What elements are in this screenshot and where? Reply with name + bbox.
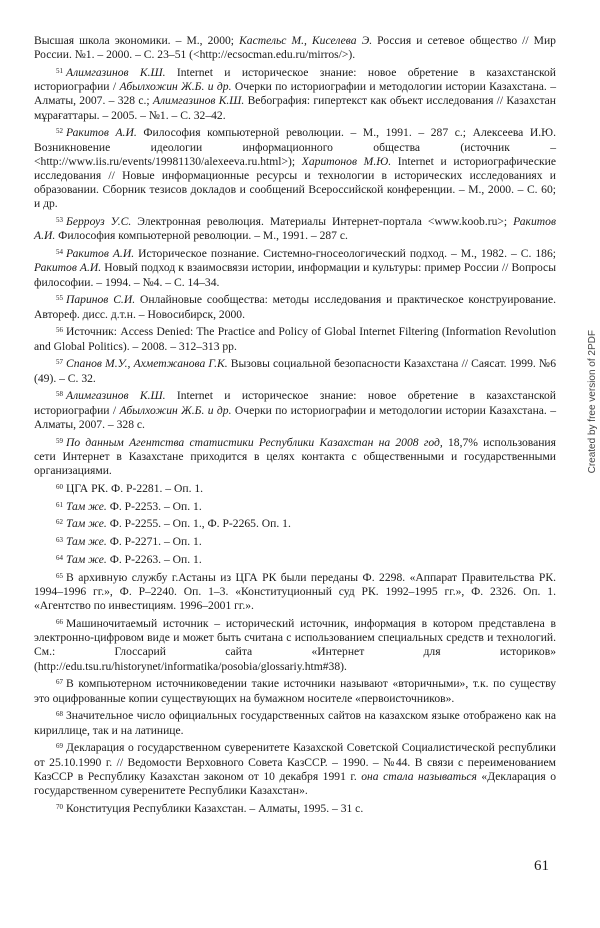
footnote-54 [34,245,556,290]
footnote-italic-text: Алимгазинов К.Ш. [152,94,245,108]
footnote-italic-text: Паринов С.И. [66,293,136,307]
footnote-number: 67 [56,678,63,687]
footnote-number: 62 [56,518,63,527]
footnote-italic-text: Абылхожин Ж.Б. и др. [119,403,232,417]
footnote-text: Онлайновые сообщества: методы исследования и практическое конструирование. Автореф. дисс. д.т.н. – Новосибирск, 2000. [34,293,556,321]
footnote-text: Декларация о государственном суверенитете Казахской Советской Социалистической республики от 25.10.1990 г. // Ведомости Верховного Совета КазССР. – 1990. – №44. В связи с переименованием КазССР в Республику Казахстан законом от 10 декабря 1991 г. [34,741,556,783]
footnote-53 [34,213,556,243]
footnote-text: Вебография: гипертекст как объект исследования // Казахстан мұрағаттары. – 2005. – №1. – С. 32–42. [34,94,557,122]
footnote-text: Очерки по историографии и методологии истории Казахстана. – Алматы, 2007. – 328 с. [34,403,556,431]
footnote-text: Internet и историческое знание: новое обретение в казахстанской историографии / [34,66,557,94]
footnote-text: Философия компьютерной революции. – М., 1991. – 287 с. [55,229,348,243]
footnote-text: Философия компьютерной революции. – М., 1991. – 287 с.; Алексеева И.Ю. Возникновение идеологии информационного общества (источник – <http://www.iis.ru/events/19981130/alexeeva.ru.html>); [34,126,556,168]
footnote-70 [34,800,556,816]
footnote-text: В архивную службу г.Астаны из ЦГА РК были переданы Ф. 2298. «Аппарат Правительства РК. 1994–1996 гг.», Ф. Р–2240. Оп. 1–3. «Конституционный суд РК. 1992–1995 гг.», Ф. 2326. Оп. 1. «Агентство по инвестициям. 1996–2001 гг.». [34,570,556,613]
footnote-55 [34,291,556,321]
footnote-69 [34,739,556,798]
footnote-italic-text: Ракитов А.И. [34,215,556,243]
footnote-italic-text: Берроуз У.С. [66,215,132,229]
footnote-text: «Декларация о государственном суверенитете Республики Казахстан». [34,769,556,798]
footnote-text: Источник: Access Denied: The Practice and Policy of Global Internet Filtering (Information Revolution and Global Politics). – 2008. – 312–313 pp. [34,325,556,353]
footnote-number: 60 [56,482,63,491]
footnote-italic-text: Алимгазинов К.Ш. [66,66,166,79]
footnote-67 [34,675,556,705]
footnote-51 [34,64,556,123]
footnote-text: Ф. Р-2271. – Оп. 1. [106,535,202,549]
footnote-64 [34,551,556,567]
footnote-text: Историческое познание. Системно-гносеологический подход. – М., 1982. – С. 186; [134,247,556,261]
footnote-text: Высшая школа экономики. – М., 2000; [34,34,240,47]
footnote-italic-text: Абылхожин Ж.Б. и др. [119,80,232,94]
footnote-text: Ф. Р-2263. – Оп. 1. [106,553,202,567]
footnote-text: Россия и сетевое общество // Мир России. №1. – 2000. – С. 23–51 (<http://ecsocman.edu.ru/mirros/>). [34,34,556,62]
footnote-italic-text: По данным Агентства статистики Республики Казахстан на 2008 год, [66,435,443,449]
footnote-number: 63 [56,536,63,545]
footnote-number: 54 [56,248,63,257]
footnote-number: 59 [56,436,63,445]
footnote-text: Вызовы социальной безопасности Казахстана // Саясат. 1999. №6 (49). – С. 32. [34,357,557,385]
pdf-watermark: Created by free version of 2PDF [587,330,598,474]
footnote-68 [34,707,556,737]
footnote-number: 58 [56,390,63,399]
footnote-66 [34,615,556,674]
footnote-65 [34,569,556,614]
footnote-italic-text: Там же. [66,535,107,549]
page-number: 61 [534,858,549,874]
footnote-italic-text: Алимгазинов К.Ш. [66,389,166,403]
footnote-italic-text: Харитонов М.Ю. [301,154,392,168]
footnote-52 [34,124,556,211]
footnote-59 [34,434,556,479]
footnote-text: Ф. Р-2255. – Оп. 1., Ф. Р-2265. Оп. 1. [106,517,291,531]
footnote-text: Машиночитаемый источник – исторический источник, информация в котором представлена в электронно-цифровом виде и может быть считана с использованием специальных средств и технологий. См.: Глоссарий сайта «Интернет для историков» (http://edu.tsu.ru/historynet/informatika/posobia/glossariy.htm#38). [34,617,556,673]
footnote-text: Internet и историографические исследования // Новые информационные ресурсы и технологии в исторических исследованиях и образовании. Сборник тезисов докладов и сообщений Всероссийской конференции. – М., 2000. – С. 60; и др. [34,154,556,211]
footnote-italic-text: Там же. [66,517,107,531]
footnote-continuation [34,34,556,62]
footnote-number: 55 [56,294,63,303]
footnote-italic-text: Кастельс М., Киселева Э. [239,34,373,47]
footnote-60 [34,480,556,496]
footnote-italic-text: она стала называться [361,769,477,783]
footnote-number: 51 [56,67,63,75]
footnote-number: 52 [56,127,63,136]
footnote-58 [34,387,556,432]
footnote-62 [34,515,556,531]
footnote-text: Очерки по историографии и методологии истории Казахстана. – Алматы, 2007. – 328 с.; [34,80,556,108]
footnote-56 [34,323,556,353]
footnote-text: Internet и историческое знание: новое обретение в казахстанской историографии / [34,389,557,417]
footnote-number: 68 [56,710,63,719]
footnote-text: Электронная революция. Материалы Интернет-портала <www.koob.ru>; [131,215,514,229]
footnote-number: 64 [56,554,63,563]
footnote-text: Конституция Республики Казахстан. – Алматы, 1995. – 31 с. [66,801,364,815]
footnote-text: Значительное число официальных государственных сайтов на казахском языке отображено как на кириллице, так и на латинице. [34,709,556,737]
footnote-italic-text: Ракитов А.И. [66,247,135,261]
footnote-italic-text: Там же. [66,499,107,513]
footnote-61 [34,498,556,514]
footnote-text: В компьютерном источниковедении такие источники называют «вторичными», т.к. по существу это оцифрованные копии существующих на бумажном носителе «первоисточников». [34,677,556,705]
footnote-number: 69 [56,742,63,751]
footnote-italic-text: Ракитов А.И. [34,261,102,275]
footnote-number: 61 [56,500,63,509]
footnote-57 [34,355,556,385]
footnote-text: Ф. Р-2253. – Оп. 1. [106,499,202,513]
footnote-number: 70 [56,802,63,811]
footnote-number: 56 [56,326,63,335]
footnote-italic-text: Спанов М.У., Ахметжанова Г.К. [66,357,228,371]
footnote-text: ЦГА РК. Ф. Р-2281. – Оп. 1. [66,481,204,495]
footnote-text: 18,7% использования сети Интернет в Казахстане приходится в целях контакта с общественными и государственными организациями. [34,435,556,478]
footnote-number: 66 [56,618,63,627]
footnote-63 [34,533,556,549]
footnotes-section [34,34,556,818]
footnote-text: Новый подход к взаимосвязи истории, информации и культуры: пример России // Вопросы философии. – 1994. – №4. – С. 14–34. [34,261,556,289]
footnote-italic-text: Там же. [66,553,107,567]
footnote-number: 53 [56,216,63,225]
footnote-number: 65 [56,571,63,580]
footnote-italic-text: Ракитов А.И. [66,126,137,140]
footnote-number: 57 [56,358,63,367]
